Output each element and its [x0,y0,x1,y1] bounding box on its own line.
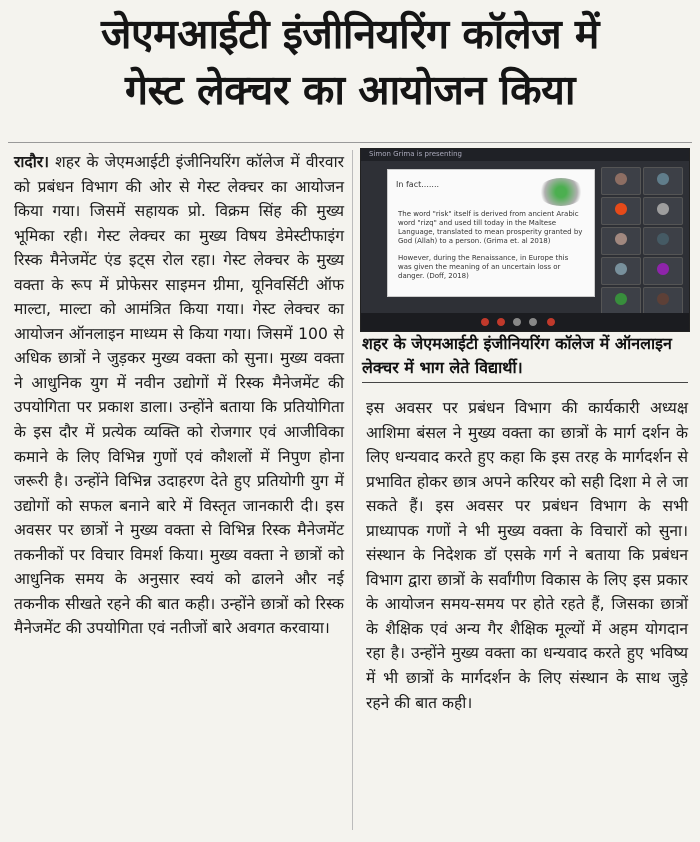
slide-title: In fact....... [396,180,440,189]
participant-tile [601,287,641,315]
headline [0,6,700,118]
participant-tile [601,227,641,255]
participant-tile [601,257,641,285]
presentation-slide [387,169,595,297]
avatar [657,173,669,185]
participant-tile [643,167,683,195]
headline-rule [8,142,692,143]
meeting-topbar [361,149,689,161]
avatar [657,233,669,245]
participant-tile [643,287,683,315]
share-icon [513,318,521,326]
slide-text [398,210,583,289]
article-left-column [14,150,344,641]
article-left-text: शहर के जेएमआईटी इंजीनियरिंग कॉलेज में वीरवार को प्रबंधन विभाग की ओर से गेस्ट लेक्चर का आयोजन किया गया। जिसमें सहायक प्रो. विक्रम सिंह की मुख्य भूमिका रही। गेस्ट लेक्चर का मुख्य विषय डेमेस्टीफाइंग रिस्क मैनेजमेंट एंड इट्स रोल रहा। गेस्ट लेक्चर के मुख्य वक्ता के रूप में प्रोफेसर साइमन ग्रीमा, यूनिवर्सिटी ऑफ माल्टा, माल्टा को आमंत्रित किया गया। गेस्ट लेक्चर का आयोजन ऑनलाइन माध्यम से किया गया। जिसमें 100 से अधिक छात्रों ने जुड़कर मुख्य वक्ता को सुना। मुख्य वक्ता ने आधुनिक युग में नवीन उद्योगों में रिस्क मैनेजमेंट की उपयोगिता पर प्रकाश डाला। उन्होंने बताया कि प्रतियोगिता के इस दौर में प्रत्येक व्यक्ति को रोजगार एवं आजीविका कमाने के लिए विभिन्न गुणों एवं कौशलों में निपुण होना जरूरी है। उन्होंने विभिन्न उदाहरण देते हुए प्रतियोगी युग में उद्योगों को सफल बनाने बारे में विस्तृत जानकारी दी। इस अवसर पर छात्रों ने मुख्य वक्ता से विभिन्न रिस्क मैनेजमेंट तकनीकों पर विचार विमर्श किया। मुख्य वक्ता ने छात्रों को आधुनिक समय के अनुसार स्वयं को ढालने और नई तकनीक सीखते रहने की बात कही। उन्होंने छात्रों को रिस्क मैनेजमेंट की उपयोगिता एवं नतीजों बारे अवगत करवाया। [14,153,344,638]
column-divider [352,150,353,830]
slide-paragraph-1: The word "risk" itself is derived from ancient Arabic word "rizq" and used till today in the Maltese Language, translated to mean prosperity granted by God (Allah) to a person. (Grima et. al 2018) [398,210,583,245]
photo-caption: शहर के जेएमआईटी इंजीनियरिंग कॉलेज में ऑनलाइन लेक्चर में भाग लेते विद्यार्थी। [362,332,688,383]
avatar [657,263,669,275]
avatar [615,173,627,185]
dateline: रादौर। [14,153,50,171]
avatar [615,233,627,245]
camera-icon [497,318,505,326]
article-right-column [366,396,688,715]
meeting-title: Simon Grima is presenting [369,150,462,158]
article-right-text: इस अवसर पर प्रबंधन विभाग की कार्यकारी अध्यक्ष आशिमा बंसल ने मुख्य वक्ता का छात्रों के मार्ग दर्शन के लिए धन्यवाद करते हुए कहा कि इस तरह के मार्गदर्शन से प्रभावित होकर छात्र अपने करियर को सही दिशा मे ले जा सकते हैं। इस अवसर पर प्रबंधन विभाग के सभी प्राध्यापक गणों ने भी मुख्य वक्ता के विचारों को सुना। संस्थान के निदेशक डॉ एसके गर्ग ने बताया कि प्रबंधन विभाग द्वारा छात्रों के सर्वांगीण विकास के लिए इस प्रकार के आयोजन समय-समय पर होते रहते हैं, जिसका छात्रों के शैक्षिक एवं अन्य गैर शैक्षिक मूल्यों में अहम योगदान रहा है। उन्होंने मुख्य वक्ता का धन्यवाद करते हुए भविष्य में भी छात्रों के मार्गदर्शन के लिए संस्थान के साथ जुड़े रहने की बात कही। [366,399,688,712]
meeting-controls [361,313,689,331]
avatar [657,203,669,215]
slide-paragraph-2: However, during the Renaissance, in Europe this was given the meaning of an uncertain loss or danger. (Doff, 2018) [398,254,569,280]
headline-line-1: जेएमआईटी इंजीनियरिंग कॉलेज में [101,10,599,58]
participant-tile [601,167,641,195]
plant-in-hand-image [538,178,584,206]
mic-icon [481,318,489,326]
avatar [615,293,627,305]
avatar [615,203,627,215]
headline-line-2: गेस्ट लेक्चर का आयोजन किया [124,66,576,114]
participant-tile [601,197,641,225]
more-icon [529,318,537,326]
avatar [615,263,627,275]
end-call-icon [547,318,555,326]
news-photo [360,148,690,332]
participant-tile [643,197,683,225]
avatar [657,293,669,305]
participant-tile [643,227,683,255]
participant-tile [643,257,683,285]
